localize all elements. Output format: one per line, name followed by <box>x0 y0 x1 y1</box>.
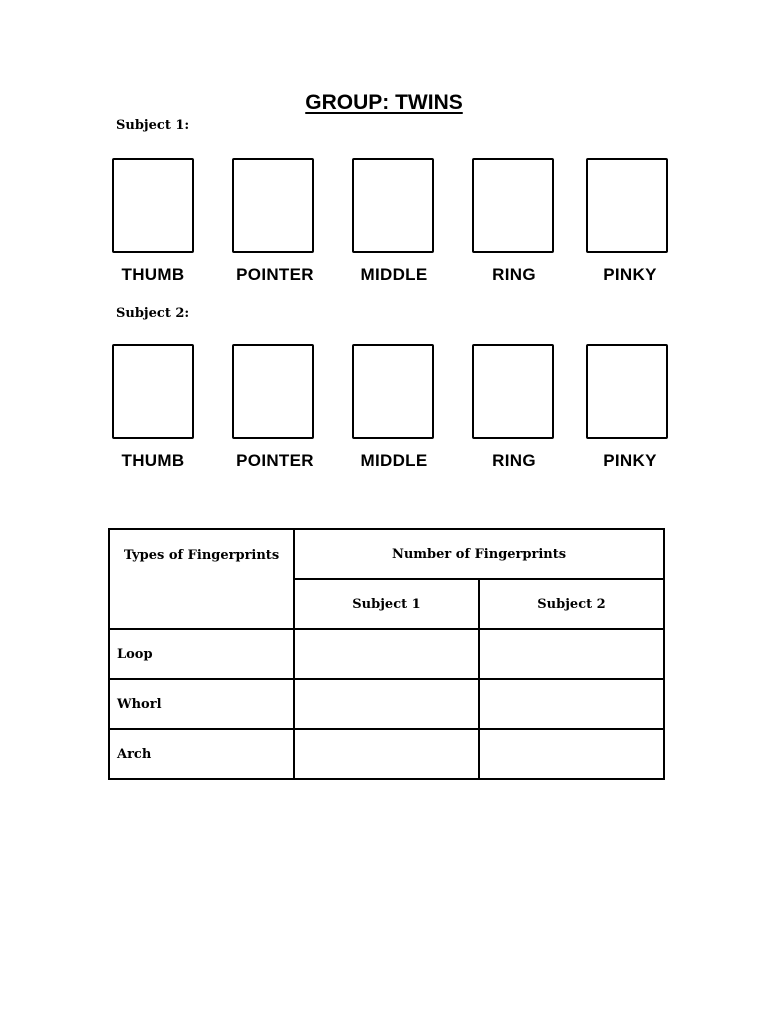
table-row <box>109 629 664 679</box>
subject-2-thumb-box[interactable] <box>112 344 194 439</box>
subject-2-middle-label: MIDDLE <box>360 451 428 470</box>
subject-2-middle-box[interactable] <box>352 344 434 439</box>
subject-2-label: Subject 2: <box>116 306 190 321</box>
page-title-text: GROUP: TWINS <box>305 91 463 114</box>
types-of-fingerprints-header: Types of Fingerprints <box>109 529 294 629</box>
fingerprint-count-table <box>108 528 665 780</box>
page-title <box>0 89 768 117</box>
row-type-arch: Arch <box>109 729 294 779</box>
row-type-loop: Loop <box>109 629 294 679</box>
subject-1-ring-box[interactable] <box>472 158 554 253</box>
subject-1-middle-box[interactable] <box>352 158 434 253</box>
whorl-subject-1-cell[interactable] <box>294 679 479 729</box>
arch-subject-1-cell[interactable] <box>294 729 479 779</box>
subject-1-label: Subject 1: <box>116 118 190 133</box>
subject-2-pinky-label: PINKY <box>603 451 657 470</box>
table-row <box>109 729 664 779</box>
loop-subject-1-cell[interactable] <box>294 629 479 679</box>
subject-2-column-header: Subject 2 <box>479 579 664 629</box>
number-of-fingerprints-header: Number of Fingerprints <box>294 529 664 579</box>
table-row <box>109 679 664 729</box>
subject-2-pointer-box[interactable] <box>232 344 314 439</box>
subject-1-pointer-box[interactable] <box>232 158 314 253</box>
subject-1-pinky-label: PINKY <box>603 265 657 284</box>
subject-2-ring-label: RING <box>492 451 536 470</box>
subject-1-ring-label: RING <box>492 265 536 284</box>
subject-2-pinky-box[interactable] <box>586 344 668 439</box>
whorl-subject-2-cell[interactable] <box>479 679 664 729</box>
subject-2-pointer-label: POINTER <box>236 451 314 470</box>
subject-2-ring-box[interactable] <box>472 344 554 439</box>
subject-1-pinky-box[interactable] <box>586 158 668 253</box>
subject-1-pointer-label: POINTER <box>236 265 314 284</box>
loop-subject-2-cell[interactable] <box>479 629 664 679</box>
subject-1-thumb-box[interactable] <box>112 158 194 253</box>
subject-1-thumb-label: THUMB <box>121 265 185 284</box>
subject-1-column-header: Subject 1 <box>294 579 479 629</box>
arch-subject-2-cell[interactable] <box>479 729 664 779</box>
subject-2-thumb-label: THUMB <box>121 451 185 470</box>
subject-1-middle-label: MIDDLE <box>360 265 428 284</box>
table-header-row <box>109 529 664 579</box>
row-type-whorl: Whorl <box>109 679 294 729</box>
